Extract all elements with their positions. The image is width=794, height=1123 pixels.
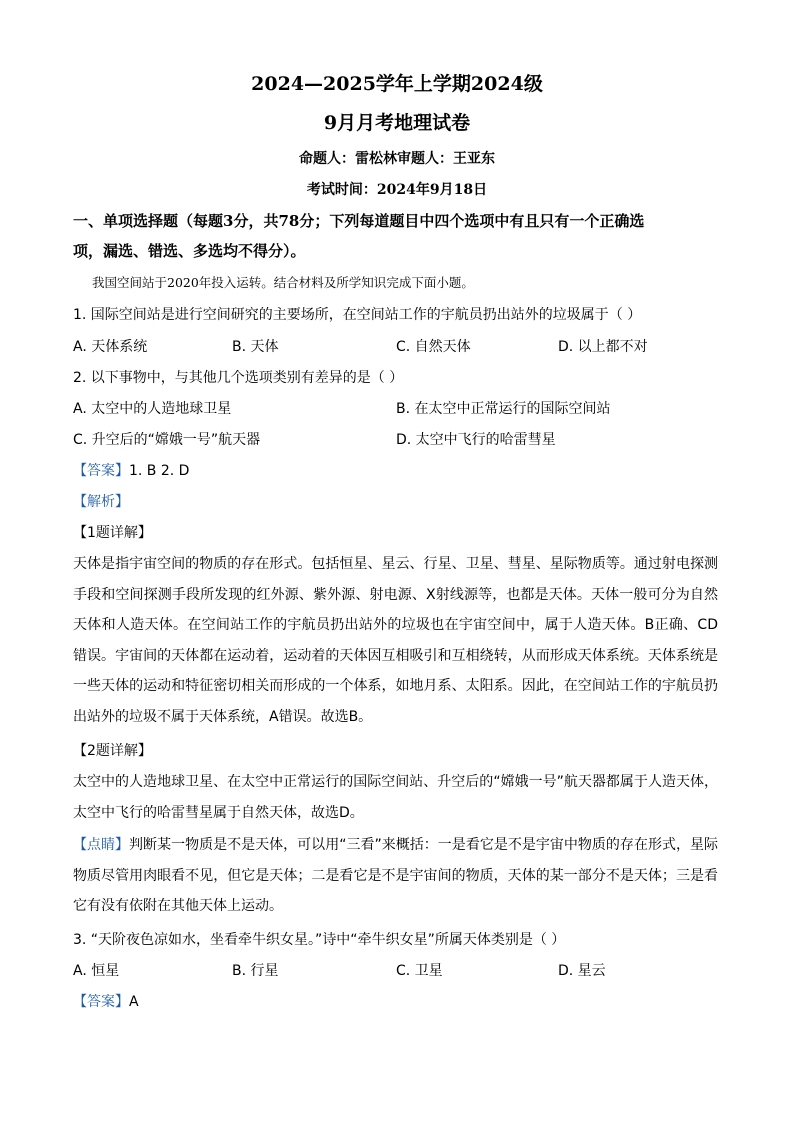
question-1-option-d: D. 以上都不对 bbox=[558, 339, 648, 355]
question-3-option-a: A. 恒星 bbox=[73, 963, 120, 979]
question-2-stem: 2. 以下事物中，与其他几个选项类别有差异的是（ ） bbox=[73, 370, 404, 386]
analysis-tag: 【解析】 bbox=[73, 494, 129, 510]
exam-title-line2: 9月月考地理试卷 bbox=[323, 112, 471, 134]
question-1-option-c: C. 自然天体 bbox=[396, 339, 471, 355]
section-heading-line2: 项，漏选、错选、多选均不得分）。 bbox=[73, 242, 306, 260]
detail-2-text: 太空中的人造地球卫星、在太空中正常运行的国际空间站、升空后的“嫦娥一号”航天器都属于人造天体，太空中飞行的哈雷彗星属于自然天体，故选D。 bbox=[73, 774, 718, 821]
exam-authors: 命题人：雷松林审题人：王亚东 bbox=[299, 151, 495, 167]
question-1-option-b: B. 天体 bbox=[232, 339, 279, 355]
exam-time: 考试时间：2024年9月18日 bbox=[306, 182, 488, 198]
question-3-option-d: D. 星云 bbox=[558, 963, 606, 979]
detail-1-heading bbox=[73, 523, 152, 543]
section-intro: 我国空间站于2020年投入运转。结合材料及所学知识完成下面小题。 bbox=[92, 275, 474, 290]
exam-title-line1: 2024—2025学年上学期2024级 bbox=[251, 73, 543, 95]
tip-tag: 【点睛】 bbox=[73, 837, 130, 853]
question-1-stem: 1. 国际空间站是进行空间研究的主要场所，在空间站工作的宇航员扔出站外的垃圾属于（ ） bbox=[73, 307, 642, 323]
tip-text: 判断某一物质是不是天体，可以用“三看”来概括：一是看它是不是宇宙中物质的存在形式，星际物质尽管用肉眼看不见，但它是天体；二是看它是不是宇宙间的物质，天体的某一部分不是天体；三是看它有没有依附在其他天体上运动。 bbox=[73, 837, 718, 914]
question-3-stem: 3. “天阶夜色凉如水，坐看牵牛织女星。”诗中“牵牛织女星”所属天体类别是（ ） bbox=[73, 932, 566, 948]
question-3-option-c: C. 卫星 bbox=[396, 963, 443, 979]
question-2-option-d: D. 太空中飞行的哈雷彗星 bbox=[396, 432, 556, 448]
tip-block bbox=[73, 830, 718, 922]
section-heading-line1: 一、单项选择题（每题3分，共78分；下列每道题目中四个选项中有且只有一个正确选 bbox=[73, 212, 645, 230]
question-2-option-a: A. 太空中的人造地球卫星 bbox=[73, 401, 232, 417]
detail-2-heading bbox=[73, 741, 152, 761]
analysis-heading bbox=[73, 492, 129, 512]
question-1-option-a: A. 天体系统 bbox=[73, 339, 148, 355]
answer-3 bbox=[73, 992, 139, 1012]
question-2-option-b: B. 在太空中正常运行的国际空间站 bbox=[396, 401, 611, 417]
detail-2-tag: 【2题详解】 bbox=[73, 743, 152, 759]
answer-tag: 【答案】 bbox=[73, 463, 129, 479]
detail-1-text: 天体是指宇宙空间的物质的存在形式。包括恒星、星云、行星、卫星、彗星、星际物质等。通过射电探测手段和空间探测手段所发现的红外源、紫外源、射电源、X射线源等，也都是天体。天体一般可分为自然天体和人造天体。在空间站工作的宇航员扔出站外的垃圾也在宇宙空间中，属于人造天体。B正确、CD错误。宇宙间的天体都在运动着，运动着的天体因互相吸引和互相绕转，从而形成天体系统。天体系统是一些天体的运动和特征密切相关而形成的一个体系，如地月系、太阳系。因此，在空间站工作的宇航员扔出站外的垃圾不属于天体系统，A错误。故选B。 bbox=[73, 556, 718, 725]
detail-1-tag: 【1题详解】 bbox=[73, 525, 152, 541]
question-3-option-b: B. 行星 bbox=[232, 963, 279, 979]
question-2-option-c: C. 升空后的“嫦娥一号”航天器 bbox=[73, 432, 261, 448]
answer-3-text: A bbox=[129, 994, 139, 1010]
answer-text: 1. B 2. D bbox=[129, 463, 190, 479]
answer-1-2 bbox=[73, 461, 189, 481]
answer-3-tag: 【答案】 bbox=[73, 994, 129, 1010]
